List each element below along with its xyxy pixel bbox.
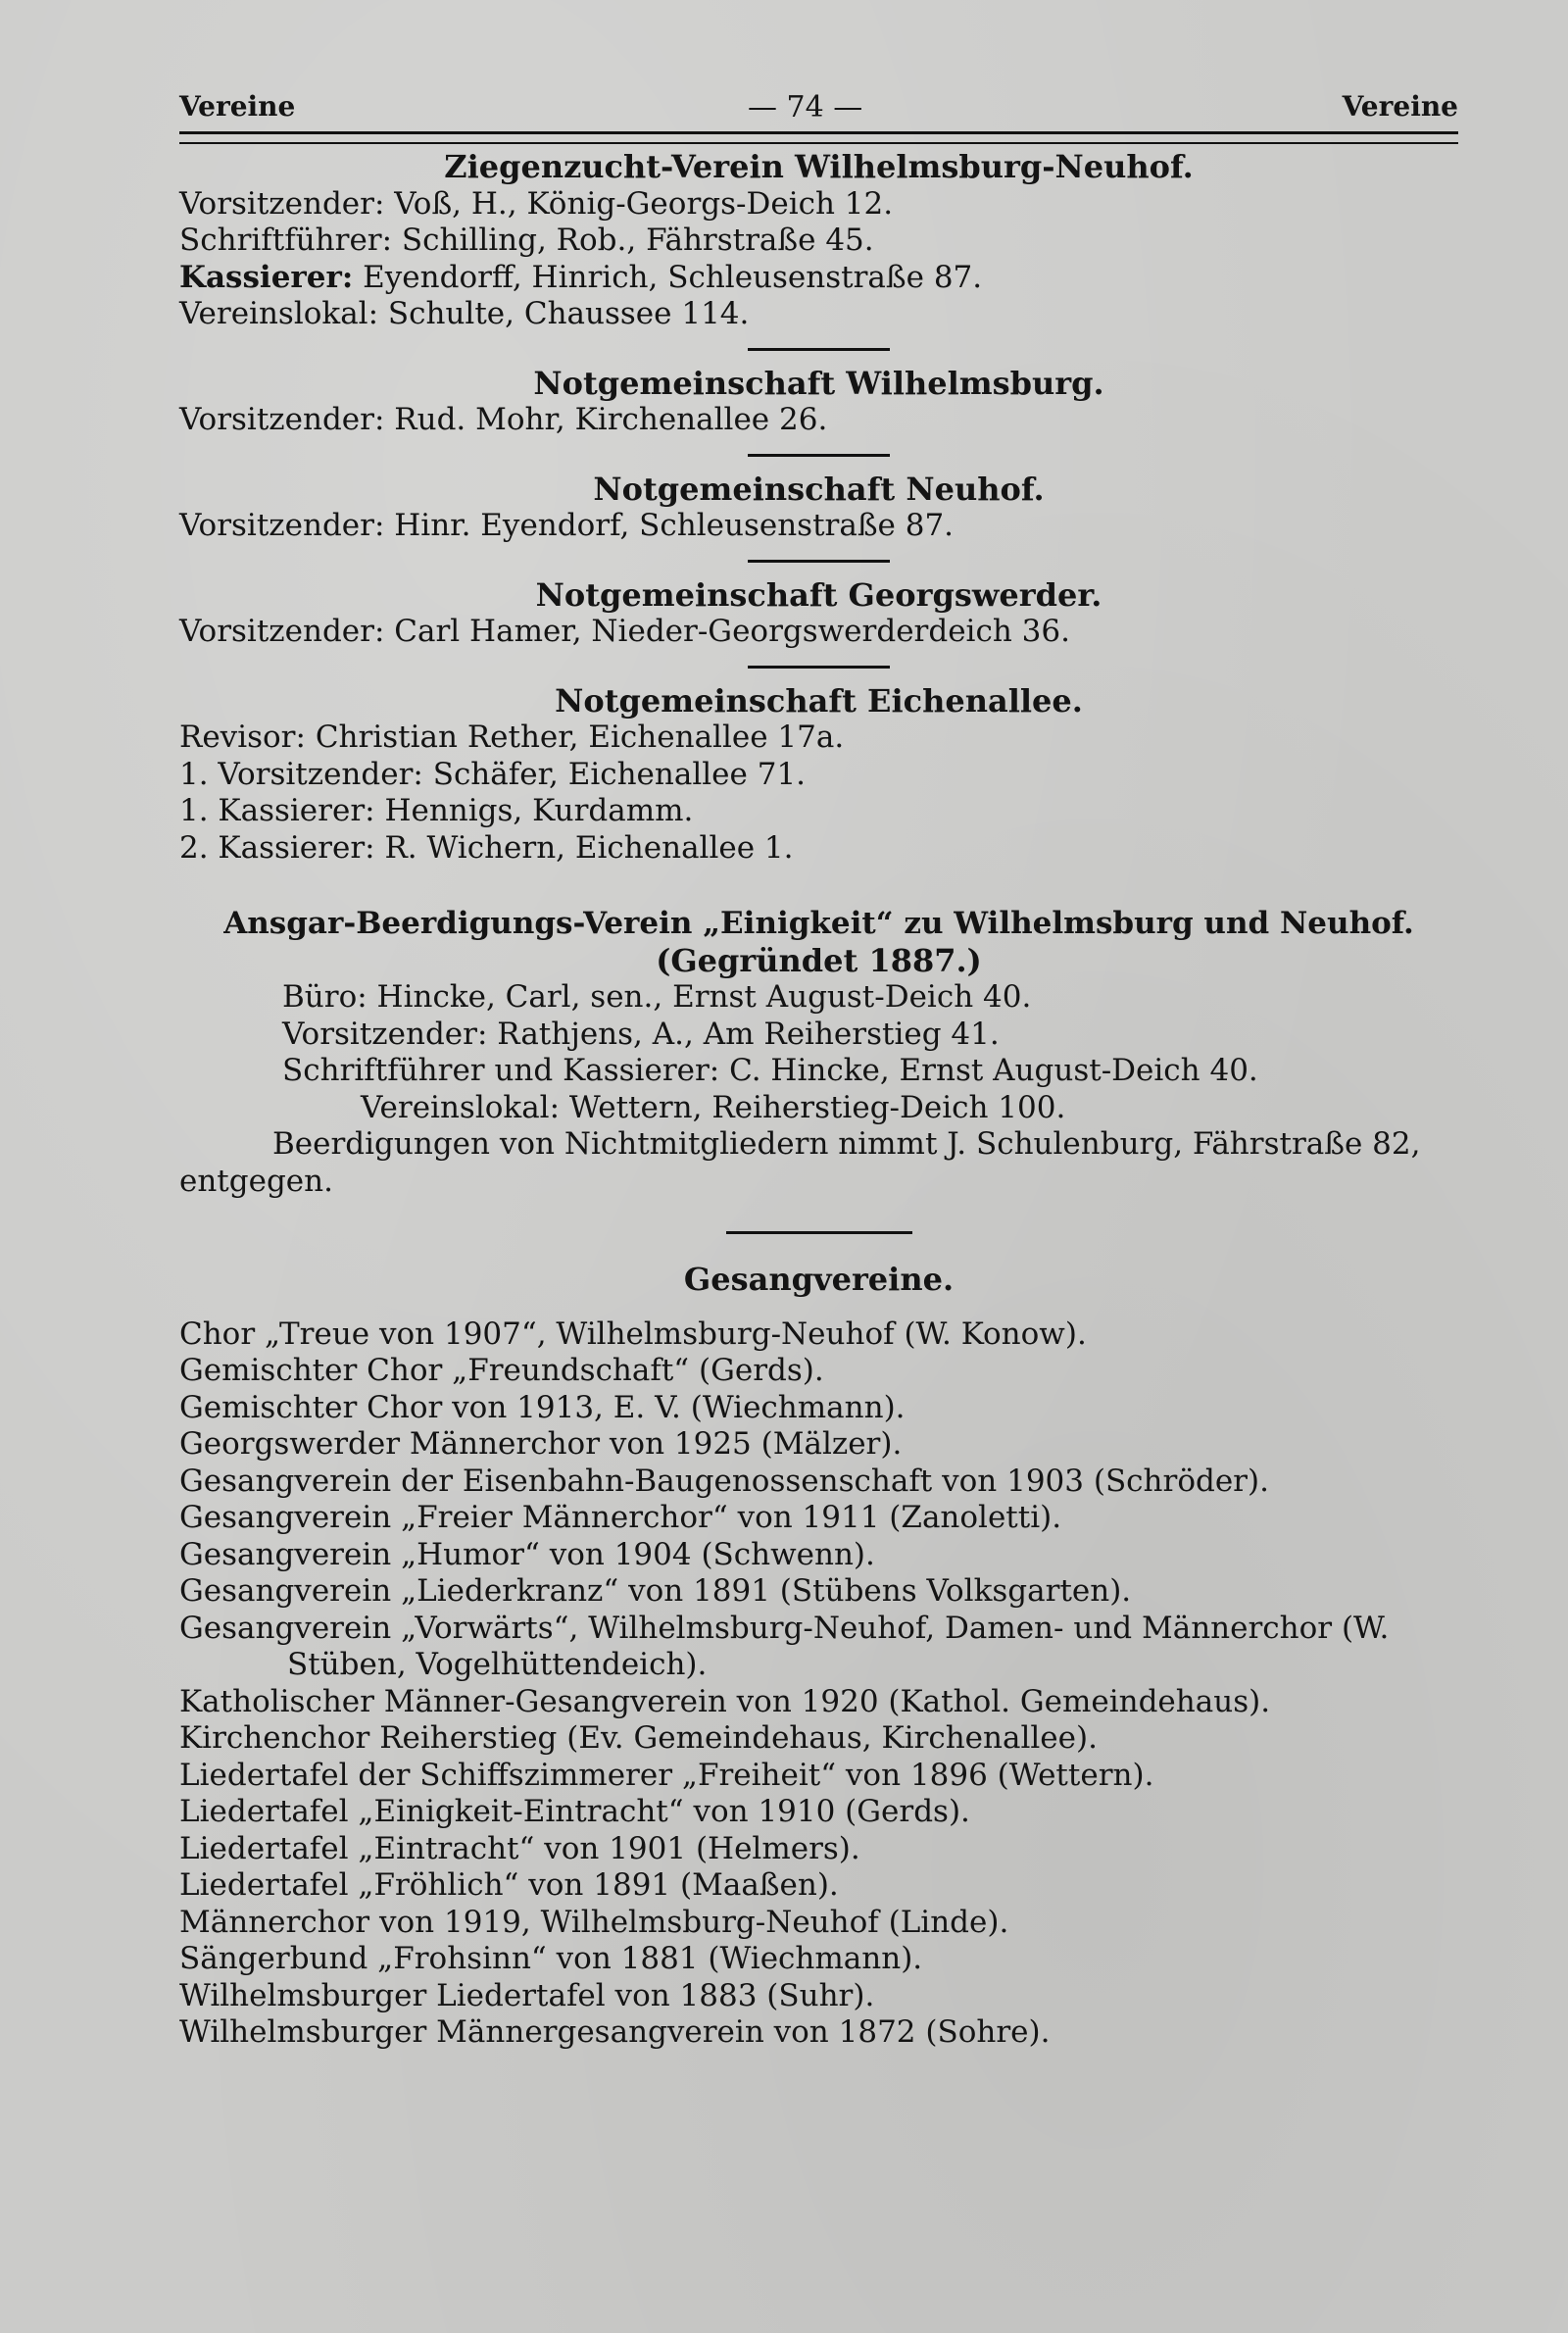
- entry-label: Vorsitzender:: [179, 402, 385, 437]
- list-item: Gesangverein „Vorwärts“, Wilhelmsburg-Neuhof, Damen- und Männerchor (W. Stüben, Vogelhüttendeich).: [179, 1610, 1390, 1682]
- spacer: [179, 867, 1458, 906]
- entry-line: [179, 1017, 1458, 1054]
- header-rule: [179, 131, 1458, 144]
- entry-line: [179, 793, 1458, 830]
- section-ansgar: [179, 906, 1458, 1200]
- entry-line: [179, 1090, 1458, 1127]
- list-item: Gesangverein „Freier Männerchor“ von 1911 (Zanoletti).: [179, 1500, 1062, 1535]
- section-title: Notgemeinschaft Neuhof.: [593, 470, 1045, 508]
- entry-label: 1. Kassierer:: [179, 793, 375, 828]
- entry-label: Schriftführer und Kassierer:: [282, 1053, 720, 1088]
- entry-value: Hinr. Eyendorf, Schleusenstraße 87.: [394, 508, 955, 543]
- entry-line: [179, 979, 1458, 1017]
- ansgar-note: Beerdigungen von Nichtmitgliedern nimmt J. Schulenburg, Fährstraße 82, entgegen.: [179, 1126, 1421, 1199]
- entry-line: [179, 296, 1458, 333]
- list-item: Männerchor von 1919, Wilhelmsburg-Neuhof (Linde).: [179, 1904, 1009, 1940]
- section-divider: [748, 666, 890, 669]
- entry-line: [179, 402, 1458, 439]
- entry-label: Revisor:: [179, 720, 306, 755]
- section-title: Notgemeinschaft Eichenallee.: [555, 681, 1083, 720]
- entry-line: [179, 1053, 1458, 1090]
- section-subtitle: (Gegründet 1887.): [656, 941, 982, 979]
- section-ziegenzucht: [179, 149, 1458, 333]
- list-item: Gesangverein „Liederkranz“ von 1891 (Stübens Volksgarten).: [179, 1573, 1132, 1609]
- list-item: Wilhelmsburger Liedertafel von 1883 (Suhr).: [179, 1977, 875, 2013]
- section-notgemeinschaft-neuhof: [179, 472, 1458, 545]
- section-notgemeinschaft-eichenallee: [179, 683, 1458, 868]
- list-item: Gemischter Chor von 1913, E. V. (Wiechmann).: [179, 1389, 906, 1425]
- entry-line: [179, 223, 1458, 260]
- entry-value: Hennigs, Kurdamm.: [384, 793, 694, 828]
- section-title: Ziegenzucht-Verein Wilhelmsburg-Neuhof.: [444, 148, 1194, 185]
- section-title: Gesangvereine.: [683, 1261, 955, 1298]
- running-head-left: Vereine: [179, 90, 296, 123]
- entry-line: [179, 757, 1458, 794]
- entry-line: [179, 186, 1458, 223]
- entry-label: Schriftführer:: [179, 223, 393, 258]
- entry-label: 2. Kassierer:: [179, 829, 375, 866]
- list-item: Sängerbund „Frohsinn“ von 1881 (Wiechmann).: [179, 1941, 923, 1976]
- section-notgemeinschaft-georgswerder: [179, 577, 1458, 651]
- section-divider: [748, 454, 890, 457]
- entry-label: 1. Vorsitzender:: [179, 756, 423, 792]
- entry-value: C. Hincke, Ernst August-Deich 40.: [729, 1053, 1258, 1088]
- list-item: Wilhelmsburger Männergesangverein von 1872 (Sohre).: [179, 2014, 1051, 2050]
- entry-value: Hincke, Carl, sen., Ernst August-Deich 40.: [376, 979, 1032, 1015]
- entry-label: Büro:: [282, 979, 368, 1015]
- entry-value: Schilling, Rob., Fährstraße 45.: [401, 223, 874, 258]
- entry-value: Voß, H., König-Georgs-Deich 12.: [394, 185, 894, 222]
- entry-label: Kassierer:: [179, 259, 354, 295]
- entry-line: [179, 260, 1458, 297]
- list-item: Katholischer Männer-Gesangverein von 1920 (Kathol. Gemeindehaus).: [179, 1683, 1271, 1719]
- entry-line: [179, 508, 1458, 545]
- entry-label: Vorsitzender:: [179, 508, 385, 543]
- list-item: Liedertafel „Einigkeit-Eintracht“ von 1910 (Gerds).: [179, 1794, 970, 1829]
- list-item: Georgswerder Männerchor von 1925 (Mälzer).: [179, 1426, 903, 1462]
- section-title: Notgemeinschaft Wilhelmsburg.: [533, 364, 1104, 402]
- entry-label: Vorsitzender:: [179, 185, 385, 222]
- entry-value: Schulte, Chaussee 114.: [387, 296, 750, 331]
- section-title: Ansgar-Beerdigungs-Verein „Einigkeit“ zu Wilhelmsburg und Neuhof.: [223, 906, 1414, 941]
- entry-label: Vorsitzender:: [179, 614, 385, 649]
- list-item: Gesangverein „Humor“ von 1904 (Schwenn).: [179, 1536, 875, 1572]
- entry-value: Eyendorff, Hinrich, Schleusenstraße 87.: [363, 259, 983, 295]
- entry-line: [179, 720, 1458, 757]
- section-title: Notgemeinschaft Georgswerder.: [535, 575, 1102, 614]
- running-head-right: Vereine: [1342, 90, 1458, 123]
- entry-value: R. Wichern, Eichenallee 1.: [384, 829, 794, 866]
- page-header: [179, 90, 1458, 129]
- section-divider: [726, 1231, 912, 1234]
- entry-value: Carl Hamer, Nieder-Georgswerderdeich 36.: [394, 614, 1070, 649]
- list-item: Liedertafel der Schiffszimmerer „Freiheit“ von 1896 (Wettern).: [179, 1757, 1154, 1793]
- entry-line: [179, 830, 1458, 868]
- entry-value: Schäfer, Eichenallee 71.: [432, 756, 807, 792]
- page-number: — 74 —: [748, 90, 863, 124]
- list-item: Liedertafel „Fröhlich“ von 1891 (Maaßen).: [179, 1867, 839, 1903]
- page-content: [179, 149, 1458, 2052]
- list-item: Gesangverein der Eisenbahn-Baugenossenschaft von 1903 (Schröder).: [179, 1463, 1269, 1499]
- section-notgemeinschaft-wilhelmsburg: [179, 366, 1458, 439]
- section-gesangvereine: [179, 1262, 1458, 2052]
- list-item: Chor „Treue von 1907“, Wilhelmsburg-Neuhof (W. Konow).: [179, 1315, 1087, 1352]
- entry-value: Christian Rether, Eichenallee 17a.: [315, 720, 845, 755]
- section-divider: [748, 560, 890, 563]
- entry-value: Rathjens, A., Am Reiherstieg 41.: [497, 1016, 1000, 1052]
- entry-value: Rud. Mohr, Kirchenallee 26.: [394, 402, 828, 437]
- section-divider: [748, 348, 890, 351]
- entry-label: Vereinslokal:: [179, 296, 379, 331]
- entry-line: [179, 614, 1458, 651]
- entry-value: Wettern, Reiherstieg-Deich 100.: [568, 1089, 1066, 1125]
- list-item: Liedertafel „Eintracht“ von 1901 (Helmers).: [179, 1830, 860, 1866]
- list-item: Gemischter Chor „Freundschaft“ (Gerds).: [179, 1353, 824, 1388]
- entry-label: Vereinslokal:: [361, 1089, 561, 1125]
- entry-label: Vorsitzender:: [282, 1016, 488, 1052]
- list-item: Kirchenchor Reiherstieg (Ev. Gemeindehaus, Kirchenallee).: [179, 1720, 1098, 1756]
